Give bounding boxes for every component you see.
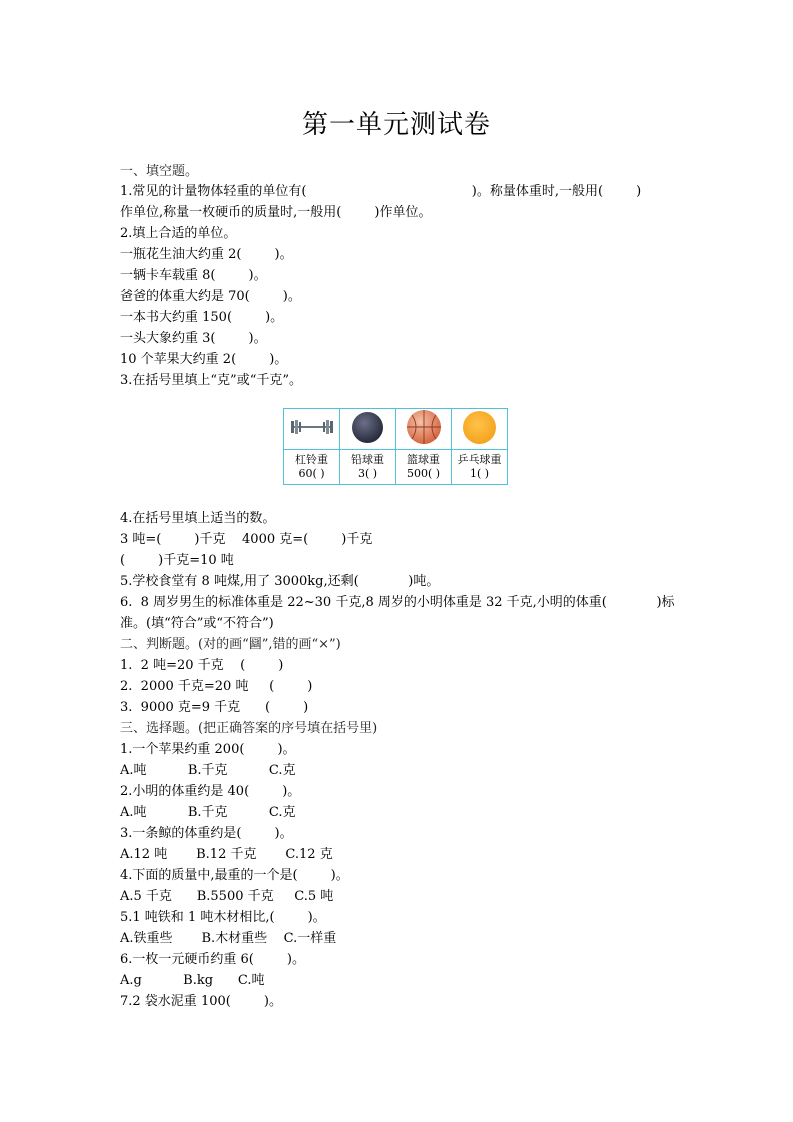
choice-line: A.铁重些 B.木材重些 C.一样重	[120, 931, 337, 946]
question-line: 1. 2 吨=20 千克 ( )	[120, 658, 284, 673]
choice-line: A.g B.kg C.吨	[120, 973, 265, 988]
question-line: 3.一条鲸的体重约是( )。	[120, 826, 293, 841]
item-blank: 1( )	[469, 467, 490, 480]
question-line: 6. 8 周岁男生的标准体重是 22~30 千克,8 周岁的小明体重是 32 千克,小明的体重( )标	[120, 595, 675, 610]
item-blank: 500( )	[406, 467, 441, 480]
question-line: 3. 9000 克=9 千克 ( )	[120, 700, 309, 715]
question-line: 4.下面的质量中,最重的一个是( )。	[120, 868, 349, 883]
question-line: 作单位,称量一枚硬币的质量时,一般用( )作单位。	[120, 205, 432, 220]
question-line: 一辆卡车载重 8( )。	[120, 268, 267, 283]
weight-table	[283, 408, 508, 485]
question-line: 一本书大约重 150( )。	[120, 310, 284, 325]
question-line: 2.填上合适的单位。	[120, 226, 237, 241]
section-heading-fill-blanks: 一、填空题。	[120, 164, 199, 179]
question-line: 1.一个苹果约重 200( )。	[120, 742, 296, 757]
question-line: 7.2 袋水泥重 100( )。	[120, 994, 282, 1009]
question-line: 一头大象约重 3( )。	[120, 331, 267, 346]
basketball-icon	[406, 409, 442, 445]
question-line: 2.小明的体重约是 40( )。	[120, 784, 301, 799]
choice-line: A.吨 B.千克 C.克	[120, 763, 296, 778]
question-line: 10 个苹果大约重 2( )。	[120, 352, 288, 367]
question-line: 5.学校食堂有 8 吨煤,用了 3000kg,还剩( )吨。	[120, 574, 440, 589]
question-line: 5.1 吨铁和 1 吨木材相比,( )。	[120, 910, 326, 925]
choice-line: A.5 千克 B.5500 千克 C.5 吨	[120, 889, 334, 904]
item-label: 乒乓球重	[457, 453, 502, 466]
item-blank: 60( )	[298, 467, 325, 480]
item-label: 杠铃重	[295, 453, 328, 466]
choice-line: A.12 吨 B.12 千克 C.12 克	[120, 847, 333, 862]
choice-line: A.吨 B.千克 C.克	[120, 805, 296, 820]
section-heading-true-false: 二、判断题。(对的画“圝”,错的画“×”)	[120, 637, 341, 652]
item-label: 篮球重	[407, 453, 440, 466]
section-heading-multiple-choice: 三、选择题。(把正确答案的序号填在括号里)	[120, 721, 378, 736]
item-blank: 3( )	[357, 467, 378, 480]
question-line: 3.在括号里填上“克”或“千克”。	[120, 373, 302, 388]
question-line: 3 吨=( )千克 4000 克=( )千克	[120, 532, 373, 547]
question-line: 2. 2000 千克=20 吨 ( )	[120, 679, 313, 694]
question-line: 一瓶花生油大约重 2( )。	[120, 247, 293, 262]
question-line: 准。(填“符合”或“不符合”)	[120, 616, 274, 631]
barbell-icon	[287, 417, 337, 437]
question-line: 4.在括号里填上适当的数。	[120, 511, 276, 526]
question-line: 1.常见的计量物体轻重的单位有( )。称量体重时,一般用( )	[120, 184, 642, 199]
item-label: 铅球重	[351, 453, 384, 466]
question-line: ( )千克=10 吨	[120, 553, 234, 568]
question-line: 爸爸的体重大约是 70( )。	[120, 289, 301, 304]
ping-pong-ball-icon	[463, 411, 496, 444]
shot-put-icon	[352, 412, 383, 443]
question-line: 6.一枚一元硬币约重 6( )。	[120, 952, 306, 967]
page-title: 第一单元测试卷	[301, 110, 491, 140]
